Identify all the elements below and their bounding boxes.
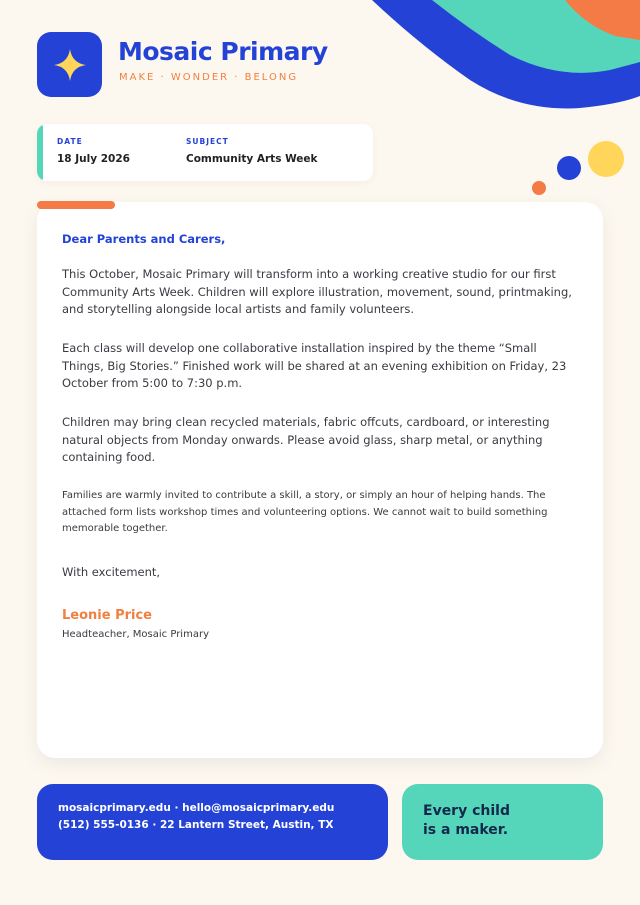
signature-role: Headteacher, Mosaic Primary [62, 629, 209, 640]
letter-meta-card [37, 124, 373, 181]
footer-contact-block [37, 784, 388, 860]
subject-label: SUBJECT [186, 137, 229, 146]
decor-circle-yellow [588, 141, 624, 177]
date-value: 18 July 2026 [57, 153, 130, 165]
contact-line-web-email: mosaicprimary.edu · hello@mosaicprimary.edu [58, 802, 335, 814]
signature-name: Leonie Price [62, 608, 153, 623]
date-label: DATE [57, 137, 83, 146]
letter-signoff: With excitement, [62, 565, 161, 579]
meta-accent-bar [37, 124, 43, 181]
motto-line-1: Every child [423, 803, 510, 819]
letter-greeting: Dear Parents and Carers, [62, 232, 226, 246]
school-name: Mosaic Primary [118, 37, 328, 66]
subject-value: Community Arts Week [186, 153, 318, 165]
school-logo [37, 32, 102, 97]
contact-line-phone-address: (512) 555-0136 · 22 Lantern Street, Austin, TX [58, 819, 334, 831]
letter-paragraph-3: Children may bring clean recycled materials, fabric offcuts, cardboard, or interesting natural objects from Monday onwards. Please avoid glass, sharp metal, or anything containing food. [62, 415, 550, 464]
footer-motto-block [402, 784, 603, 860]
decor-circle-blue [557, 156, 581, 180]
letter-paragraph-1: This October, Mosaic Primary will transform into a working creative studio for our first Community Arts Week. Children will explore illustration, movement, sound, printmaking, and storytelling alongside local artists and family volunteers. [62, 267, 572, 316]
decor-circle-orange [532, 181, 546, 195]
motto-line-2: is a maker. [423, 822, 509, 838]
letter-accent-tab [37, 201, 115, 209]
letter-paragraph-2: Each class will develop one collaborative installation inspired by the theme “Small Things, Big Stories.” Finished work will be shared at an evening exhibition on Friday, 23 October from 5:00 to 7:30 p.m. [62, 341, 567, 390]
four-point-star-icon [52, 47, 88, 83]
school-tagline: MAKE · WONDER · BELONG [119, 72, 299, 83]
letter-paragraph-4: Families are warmly invited to contribute a skill, a story, or simply an hour of helping hands. The attached form lists workshop times and volunteering options. We cannot wait to build something memorable together. [62, 490, 548, 534]
letter-body [37, 202, 603, 758]
